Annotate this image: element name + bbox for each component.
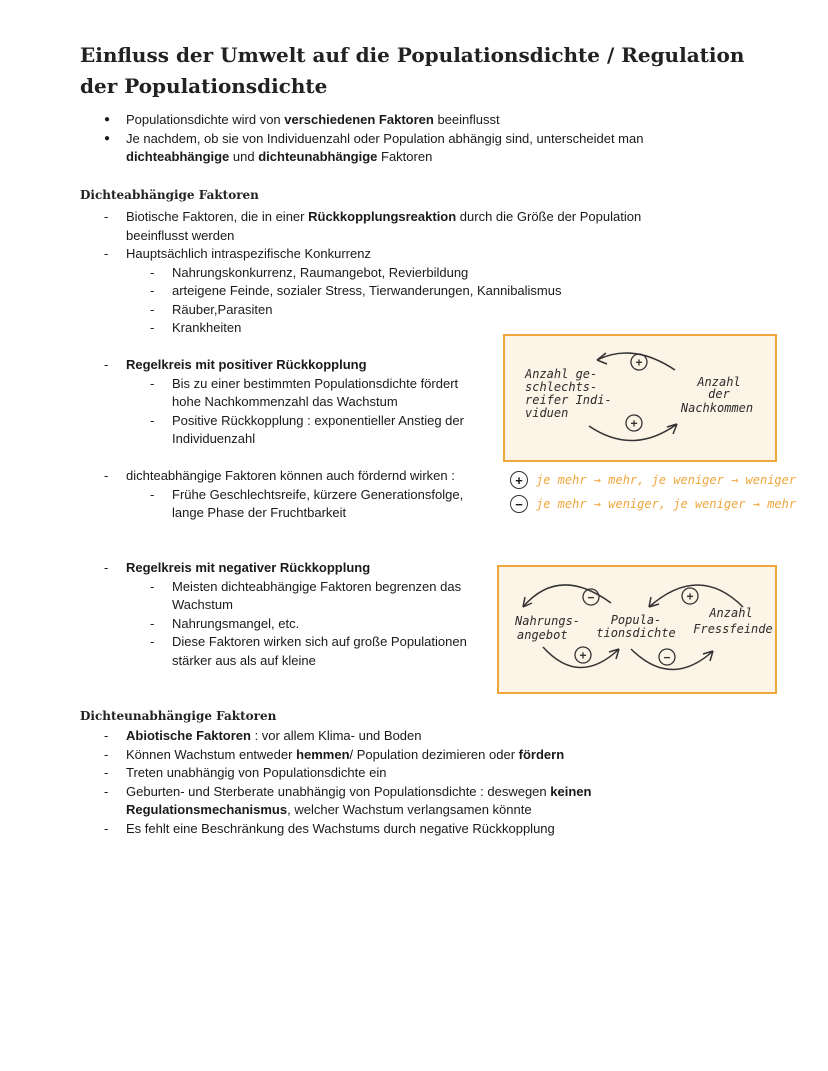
plus-sign: + bbox=[630, 416, 638, 431]
text: dichteabhängige Faktoren können auch fördernd wirken : bbox=[126, 468, 455, 483]
list-item: - Es fehlt eine Beschränkung des Wachstums durch negative Rückkopplung bbox=[104, 820, 664, 839]
text: Geburten- und Sterberate unabhängig von Populationsdichte : deswegen bbox=[126, 783, 551, 799]
feedback-legend bbox=[510, 468, 796, 516]
intro-bullet-2 bbox=[104, 130, 704, 167]
dichteabhaengig-list bbox=[104, 208, 694, 338]
arrow-top-left bbox=[523, 585, 611, 607]
dichteunabhaengig-list bbox=[104, 727, 664, 838]
bold-text: keinen Regulationsmechanismus bbox=[126, 783, 592, 817]
sub-list-item: - Meisten dichteabhängige Faktoren begrenzen das Wachstum bbox=[150, 578, 474, 615]
bold-text: dichteunabhängige bbox=[258, 149, 378, 164]
intro-bullet-list bbox=[104, 111, 704, 167]
legend-row-minus bbox=[510, 492, 796, 516]
list-item bbox=[104, 783, 664, 820]
label-left-line2: schlechts- bbox=[525, 380, 598, 394]
bold-text: fördern bbox=[518, 746, 565, 762]
label-left-line2: angebot bbox=[517, 628, 568, 642]
bold-text: Regelkreis mit negativer Rückkopplung bbox=[126, 560, 371, 575]
sub-list bbox=[150, 264, 694, 338]
list-item bbox=[104, 245, 694, 338]
bold-text: Rückkopplungsreaktion bbox=[308, 209, 457, 224]
arrow-bottom-right bbox=[631, 649, 713, 670]
label-left-line3: reifer Indi- bbox=[525, 393, 612, 407]
text: / Population dezimieren oder bbox=[349, 746, 519, 762]
section-heading-dichteabhaengig: Dichteabhängige Faktoren bbox=[80, 188, 259, 202]
bold-text: dichteabhängige bbox=[126, 149, 230, 164]
sub-list-item: - Krankheiten bbox=[150, 319, 694, 338]
plus-sign: + bbox=[579, 648, 587, 663]
bold-text: verschiedenen Faktoren bbox=[284, 112, 434, 127]
sub-list-item: - Positive Rückkopplung : exponentieller Anstieg der Individuenzahl bbox=[150, 412, 474, 449]
positive-feedback-list bbox=[104, 356, 474, 449]
text: beeinflusst bbox=[433, 112, 500, 127]
label-right-line2: Fressfeinde bbox=[693, 622, 773, 636]
text: Hauptsächlich intraspezifische Konkurrenz bbox=[126, 246, 371, 261]
label-left-line4: viduen bbox=[525, 406, 569, 420]
intro-bullet-1 bbox=[104, 111, 704, 130]
text: Biotische Faktoren, die in einer bbox=[126, 209, 309, 224]
sub-list-item: - arteigene Feinde, sozialer Stress, Tierwanderungen, Kannibalismus bbox=[150, 282, 694, 301]
minus-sign: − bbox=[663, 650, 671, 665]
text: : vor allem Klima- und Boden bbox=[250, 728, 422, 743]
label-right-line1: Anzahl bbox=[709, 606, 753, 620]
sub-list-item: - Nahrungskonkurrenz, Raumangebot, Revierbildung bbox=[150, 264, 694, 283]
sub-list bbox=[150, 375, 474, 449]
text: Faktoren bbox=[377, 149, 433, 164]
page-title: Einfluss der Umwelt auf die Populationsdichte / Regulation der Populationsdichte bbox=[80, 43, 745, 98]
foerdernd-list bbox=[104, 467, 489, 523]
sub-list-item: - Diese Faktoren wirken sich auf große Populationen stärker aus als auf kleine bbox=[150, 633, 474, 670]
sub-list bbox=[150, 486, 489, 523]
sub-list-item: - Nahrungsmangel, etc. bbox=[150, 615, 474, 634]
negative-feedback-diagram bbox=[497, 565, 777, 694]
list-item bbox=[104, 727, 664, 746]
legend-row-plus bbox=[510, 468, 796, 492]
text: durch die Größe der Population beeinflusst werden bbox=[126, 209, 642, 243]
list-item bbox=[104, 746, 664, 765]
text: , welcher Wachstum verlangsamen könnte bbox=[287, 802, 532, 817]
legend-minus-text: je mehr → weniger, je weniger → mehr bbox=[536, 497, 797, 511]
sub-list-item: - Frühe Geschlechtsreife, kürzere Generationsfolge, lange Phase der Fruchtbarkeit bbox=[150, 486, 489, 523]
plus-sign: + bbox=[635, 355, 643, 370]
label-center-line2: tionsdichte bbox=[596, 626, 676, 640]
list-item bbox=[104, 559, 474, 670]
bold-text: Regelkreis mit positiver Rückkopplung bbox=[126, 357, 367, 372]
positive-feedback-diagram bbox=[503, 334, 777, 462]
text: Populationsdichte wird von bbox=[126, 112, 285, 127]
minus-sign: − bbox=[587, 590, 595, 605]
negative-feedback-list bbox=[104, 559, 474, 670]
negative-feedback-svg bbox=[499, 567, 775, 692]
text: Je nachdem, ob sie von Individuenzahl oder Population abhängig sind, unterscheidet man bbox=[126, 130, 644, 146]
list-item bbox=[104, 467, 489, 523]
list-item bbox=[104, 356, 474, 449]
legend-plus-text: je mehr → mehr, je weniger → weniger bbox=[536, 473, 797, 487]
text: Können Wachstum entweder bbox=[126, 746, 297, 762]
minus-sign-icon: − bbox=[510, 495, 528, 513]
label-right-line2: der bbox=[708, 387, 730, 401]
sub-list bbox=[150, 578, 474, 671]
text: und bbox=[229, 149, 259, 164]
label-right-line1: Anzahl bbox=[697, 375, 741, 389]
positive-feedback-svg bbox=[505, 336, 775, 460]
label-right-line3: Nachkommen bbox=[680, 401, 754, 415]
list-item: - Treten unabhängig von Populationsdichte ein bbox=[104, 764, 664, 783]
arrow-top-right bbox=[649, 585, 743, 607]
sub-list-item: - Bis zu einer bestimmten Populationsdichte fördert hohe Nachkommenzahl das Wachstum bbox=[150, 375, 474, 412]
list-item bbox=[104, 208, 694, 245]
plus-sign: + bbox=[686, 589, 694, 604]
bold-text: Abiotische Faktoren bbox=[126, 728, 251, 743]
plus-sign-icon: + bbox=[510, 471, 528, 489]
bold-text: hemmen bbox=[296, 746, 350, 762]
label-left-line1: Anzahl ge- bbox=[525, 367, 598, 381]
label-center-line1: Popula- bbox=[610, 613, 662, 627]
label-left-line1: Nahrungs- bbox=[515, 614, 581, 628]
sub-list-item: - Räuber,Parasiten bbox=[150, 301, 694, 320]
section-heading-dichteunabhaengig: Dichteunabhängige Faktoren bbox=[80, 709, 277, 723]
